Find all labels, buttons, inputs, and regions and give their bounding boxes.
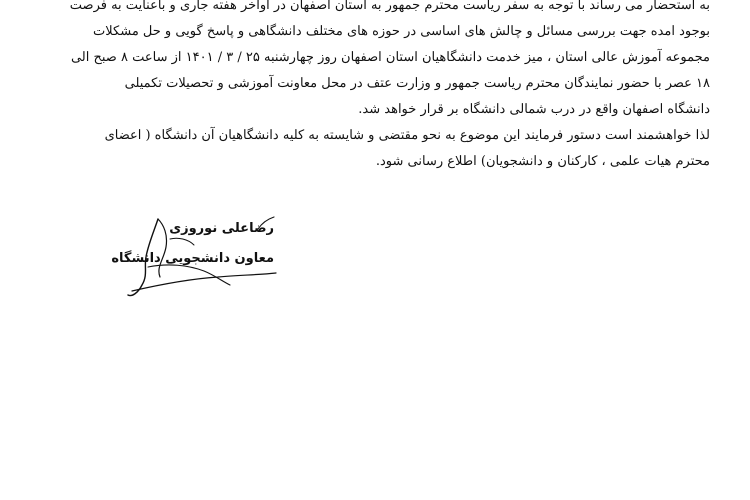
letter-line: به استحضار می رساند با توجه به سفر ریاست محترم جمهور به استان اصفهان در اواخر هفته جاری و باعنایت به فرصت — [69, 0, 710, 13]
signatory-name: رضاعلی نوروزی — [169, 221, 274, 236]
letter-line: ۱۸ عصر با حضور نمایندگان محترم ریاست جمهور و وزارت عتف در محل معاونت آموزشی و تحصیلات تکمیلی — [124, 76, 710, 91]
signature-block — [111, 205, 308, 305]
letter-line: بوجود امده جهت بررسی مسائل و چالش های اساسی در حوزه های مختلف دانشگاهی و پاسخ گویی و حل مشکلات — [93, 24, 710, 39]
letter-body — [40, 0, 710, 175]
letter-line: لذا خواهشمند است دستور فرمایند این موضوع به نحو مقتضی و شایسته به کلیه دانشگاهیان آن دانشگاه ( اعضای — [104, 128, 710, 143]
letter-line: دانشگاه اصفهان واقع در درب شمالی دانشگاه بر قرار خواهد شد. — [358, 102, 710, 117]
letter-line: محترم هیات علمی ، کارکنان و دانشجویان) اطلاع رسانی شود. — [375, 154, 710, 169]
letter-line: مجموعه آموزش عالی استان ، میز خدمت دانشگاهیان استان اصفهان روز چهارشنبه ۲۵ / ۳ / ۱۴۰۱ از ساعت ۸ صبح الی — [70, 50, 710, 65]
signatory-title: معاون دانشجویی دانشگاه — [111, 251, 274, 266]
